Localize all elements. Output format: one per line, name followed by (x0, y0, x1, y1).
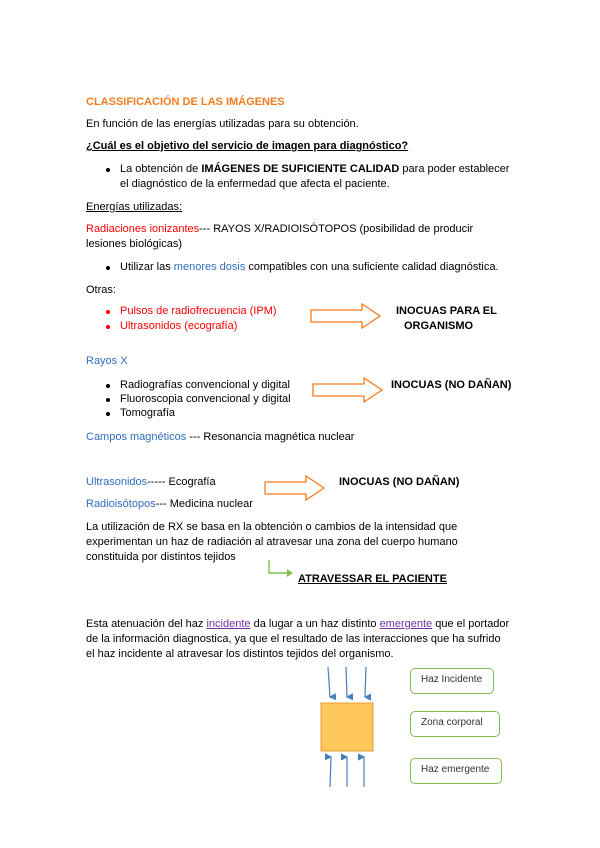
atenuacion-post: que el portador (432, 618, 510, 630)
intro-text: En función de las energías utilizadas para su obtención. (86, 118, 359, 130)
dosis-bullet (120, 260, 499, 275)
incident-ray (328, 667, 330, 697)
atenuacion-mid: da lugar a un haz distinto (250, 618, 380, 630)
beam-diagram (318, 665, 378, 790)
otras-item: Pulsos de radiofrecuencia (IPM) (120, 305, 277, 317)
ultrasonidos-label: Ultrasonidos (86, 476, 148, 488)
dosis-post: compatibles con una suficiente calidad diagnóstica. (245, 261, 499, 273)
incident-ray (346, 667, 347, 697)
rayos-x-result: INOCUAS (NO DAÑAN) (391, 379, 512, 391)
ionizantes-line2: lesiones biológicas) (86, 238, 182, 250)
dosis-highlight: menores dosis (173, 261, 246, 273)
dosis-pre: Utilizar las (120, 261, 174, 273)
rx-paragraph-line: La utilización de RX se basa en la obtención o cambios de la intensidad que (86, 521, 458, 533)
arrow-right-icon (310, 303, 382, 329)
rx-paragraph-line: experimentan un haz de radiación al atravesar una zona del cuerpo humano (86, 536, 458, 548)
label-haz-incidente: Haz Incidente (410, 668, 494, 694)
campos-line (86, 430, 354, 445)
ionizantes-rest: RAYOS X/RADIOISÓTOPOS (posibilidad de producir (213, 223, 474, 235)
otras-label: Otras: (86, 284, 116, 296)
ionizantes-line (86, 222, 473, 237)
atenuacion-line1 (86, 617, 509, 632)
rayos-x-item: Fluoroscopia convencional y digital (120, 393, 291, 405)
inocuas-organismo-line2: ORGANISMO (404, 320, 474, 332)
atenuacion-pre: Esta atenuación del haz (86, 618, 207, 630)
page-title: CLASSIFICACIÓN DE LAS IMÁGENES (86, 96, 285, 108)
emergent-ray (330, 757, 331, 787)
rx-paragraph-line: constituida por distintos tejidos (86, 551, 236, 563)
question-heading: ¿Cuál es el objetivo del servicio de imagen para diagnóstico? (86, 140, 409, 152)
ultrasonidos-rest: ----- Ecografía (147, 476, 216, 488)
otras-item: Ultrasonidos (ecografía) (120, 320, 238, 332)
atenuacion-emergente: emergente (379, 618, 433, 630)
atenuacion-line2: de la información diagnostica, ya que el resultado de las interacciones que ha sufrido (86, 633, 501, 645)
objective-bold: IMÁGENES DE SUFICIENTE CALIDAD (201, 163, 400, 175)
rayos-x-item: Radiografías convencional y digital (120, 379, 290, 391)
objective-bullet (120, 162, 509, 177)
objective-post: para poder establecer (399, 163, 510, 175)
arrow-right-icon (264, 475, 326, 501)
atenuacion-incidente: incidente (206, 618, 251, 630)
bent-arrow-icon (238, 558, 294, 580)
body-zone-box (321, 703, 373, 751)
incident-ray (365, 667, 366, 697)
ionizantes-sep: --- (199, 223, 214, 235)
campos-rest: --- Resonancia magnética nuclear (186, 431, 355, 443)
label-haz-emergente: Haz emergente (410, 758, 502, 784)
atenuacion-line3: el haz incidente al atravesar los distintos tejidos del organismo. (86, 648, 394, 660)
rayos-x-item: Tomografía (120, 407, 176, 419)
ultrasonidos-result: INOCUAS (NO DAÑAN) (339, 476, 460, 488)
radioisotopos-rest: --- Medicina nuclear (155, 498, 253, 510)
atravesar-heading: ATRAVESSAR EL PACIENTE (298, 573, 447, 585)
ultrasonidos-line (86, 475, 216, 490)
rayos-x-label: Rayos X (86, 355, 128, 367)
inocuas-organismo-line1: INOCUAS PARA EL (396, 305, 497, 317)
energias-heading: Energías utilizadas: (86, 201, 182, 213)
campos-label: Campos magnéticos (86, 431, 187, 443)
arrow-right-icon (312, 377, 384, 403)
radioisotopos-line (86, 497, 253, 512)
radioisotopos-label: Radioisótopos (86, 498, 156, 510)
objective-line2: el diagnóstico de la enfermedad que afecta el paciente. (120, 178, 390, 190)
label-zona-corporal: Zona corporal (410, 711, 500, 737)
objective-pre: La obtención de (120, 163, 202, 175)
ionizantes-label: Radiaciones ionizantes (86, 223, 200, 235)
